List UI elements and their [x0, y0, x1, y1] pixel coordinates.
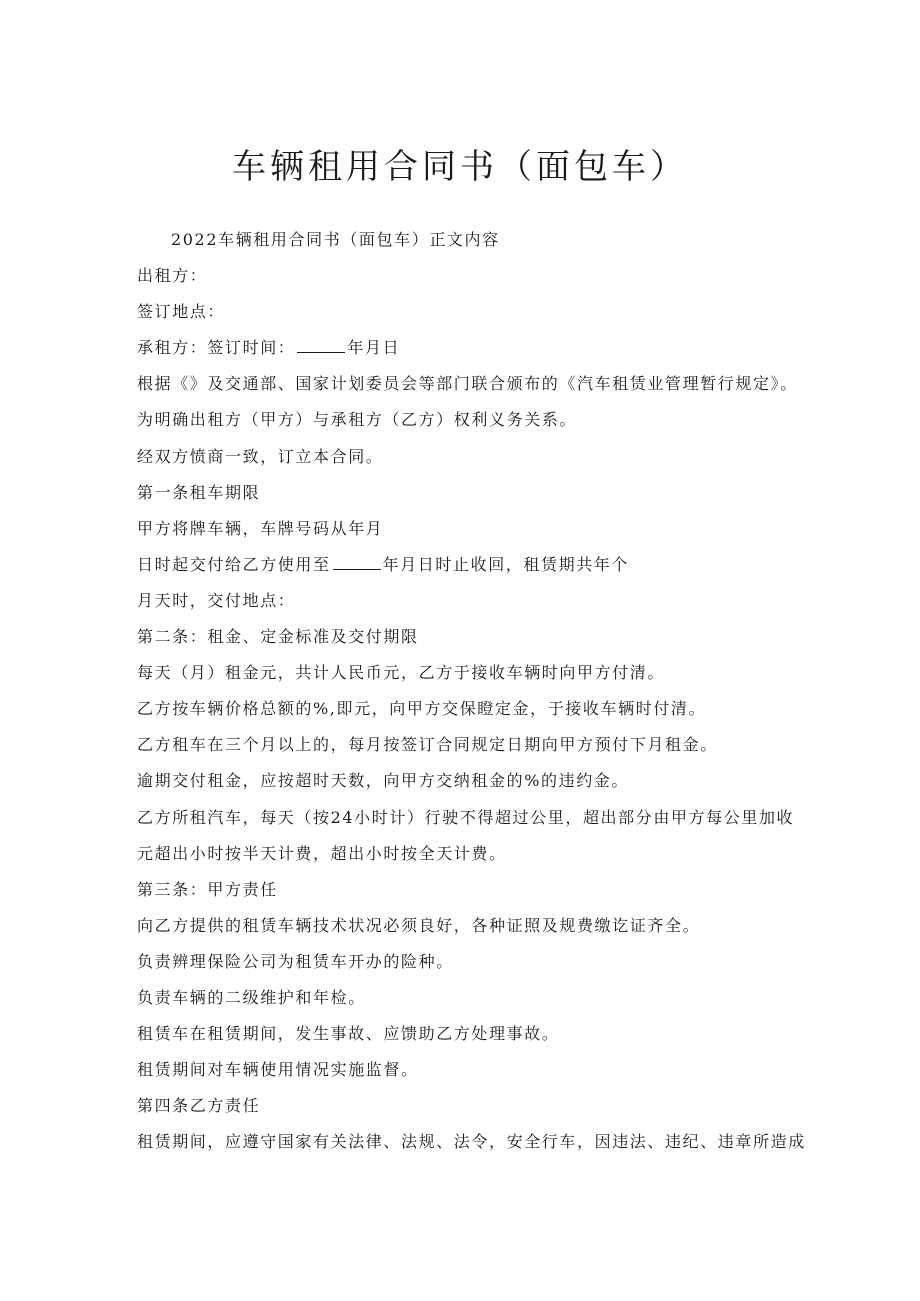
doc-line [137, 659, 797, 695]
doc-line [137, 767, 797, 803]
doc-line [137, 515, 797, 551]
doc-line-text-before: 日时起交付给乙方使用至 [137, 554, 331, 574]
doc-line [137, 479, 797, 515]
doc-line [137, 406, 797, 442]
doc-line [137, 370, 797, 406]
doc-line-text-after: 年月日 [347, 338, 401, 358]
doc-line-text: 租赁期间对车辆使用情况实施监督。 [137, 1060, 419, 1080]
doc-line [137, 1056, 797, 1092]
doc-line-text: 租赁期间，应遵守国家有关法律、法规、法令，安全行车，因违法、违纪、违章所造成 [137, 1132, 806, 1152]
doc-line [137, 298, 797, 334]
doc-line-text: 月天时，交付地点： [137, 590, 296, 610]
doc-line [137, 731, 797, 767]
doc-line-text: 负责车辆的二级维护和年检。 [137, 987, 366, 1007]
doc-line-text: 向乙方提供的租赁车辆技术状况必须良好，各种证照及规费缴讫证齐全。 [137, 915, 701, 935]
doc-line [137, 1092, 797, 1128]
doc-line [137, 226, 797, 262]
doc-line [137, 876, 797, 912]
doc-line-text: 出租方： [137, 266, 208, 286]
doc-line [137, 334, 797, 370]
doc-line-text: 根据《》及交通部、国家计划委员会等部门联合颁布的《汽车租赁业管理暂行规定》。 [137, 374, 798, 394]
doc-line-text: 为明确出租方（甲方）与承租方（乙方）权利义务关系。 [137, 410, 578, 430]
doc-line-text: 第四条乙方责任 [137, 1096, 261, 1116]
doc-line [137, 912, 797, 948]
doc-line-text: 乙方按车辆价格总额的%,即元，向甲方交保瞪定金，于接收车辆时付清。 [137, 699, 707, 719]
document-body [137, 226, 806, 1164]
doc-line-text: 第三条：甲方责任 [137, 879, 278, 899]
doc-line-text: 第一条租车期限 [137, 482, 261, 502]
fill-in-blank [297, 334, 345, 353]
doc-line [137, 587, 797, 623]
doc-line-text-before: 承租方：签订时间： [137, 338, 296, 358]
doc-line-text: 经双方愤商一致，订立本合同。 [137, 446, 384, 466]
doc-line [137, 984, 797, 1020]
doc-line-text: 签订地点： [137, 302, 226, 322]
doc-line-text: 甲方将牌车辆，车牌号码从年月 [137, 518, 384, 538]
doc-line-text: 每天（月）租金元，共计人民币元，乙方于接收车辆时向甲方付清。 [137, 663, 666, 683]
document-title: 车辆租用合同书（面包车） [232, 147, 688, 187]
doc-line-text: 负责辨理保险公司为租赁车开办的险种。 [137, 951, 454, 971]
doc-line [137, 623, 797, 659]
doc-line [137, 443, 797, 479]
fill-in-blank [333, 551, 381, 570]
doc-line-text: 乙方租车在三个月以上的，每月按签订合同规定日期向甲方预付下月租金。 [137, 735, 718, 755]
doc-line-text: 乙方所租汽车，每天（按24小时计）行驶不得超过公里，超出部分由甲方每公里加收 [137, 807, 795, 827]
doc-line-text: 第二条：租金、定金标准及交付期限 [137, 627, 419, 647]
doc-line [137, 1020, 797, 1056]
doc-line [137, 262, 797, 298]
doc-line-text: 2022车辆租用合同书（面包车）正文内容 [171, 230, 500, 249]
doc-line [137, 695, 797, 731]
doc-line [137, 551, 797, 587]
doc-line-text: 元超出小时按半天计费，超出小时按全天计费。 [137, 843, 507, 863]
doc-line [137, 1128, 806, 1164]
doc-line-text-after: 年月日时止收回，租赁期共年个 [382, 554, 630, 574]
doc-line [137, 948, 797, 984]
doc-line-text: 逾期交付租金，应按超时天数，向甲方交纳租金的%的违约金。 [137, 771, 630, 791]
doc-line-text: 租赁车在租赁期间，发生事故、应馈助乙方处理事故。 [137, 1024, 560, 1044]
doc-line [137, 804, 797, 840]
doc-line [137, 840, 797, 876]
